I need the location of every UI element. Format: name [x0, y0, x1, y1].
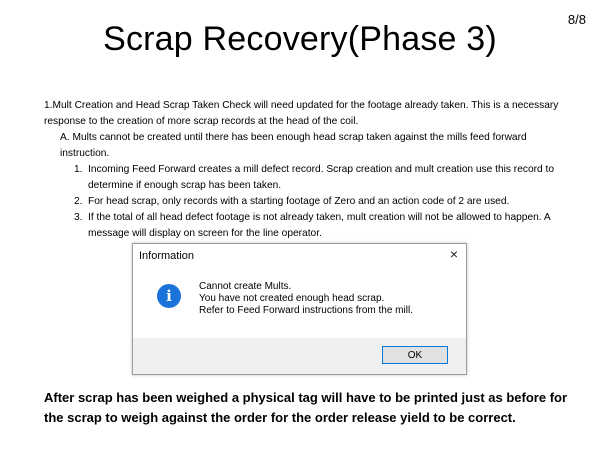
dialog-title: Information: [139, 250, 195, 262]
numbered-list: [44, 162, 564, 242]
list-item: 3. If the total of all head defect footage is not already taken, mult creation will not be allowed to happen. A message will display on screen for the line operator.: [74, 212, 551, 239]
slide-body: [44, 98, 564, 242]
message-line-2: You have not created enough head scrap.: [199, 293, 385, 304]
message-line-1: Cannot create Mults.: [199, 281, 292, 292]
message-line-3: Refer to Feed Forward instructions from the mill.: [199, 305, 413, 316]
footnote: After scrap has been weighed a physical tag will have to be printed just as before for the scrap to weigh against the order for the order release yield to be correct.: [44, 390, 568, 425]
slide-title: Scrap Recovery(Phase 3): [103, 20, 497, 58]
list-item: 2. For head scrap, only records with a starting footage of Zero and an action code of 2 are used.: [74, 196, 510, 207]
close-icon[interactable]: ×: [449, 246, 458, 262]
dialog-footer: [133, 338, 466, 374]
paragraph-a: A. Mults cannot be created until there has been enough head scrap taken against the mills feed forward instruction.: [60, 132, 527, 159]
ok-button[interactable]: OK: [382, 346, 448, 364]
dialog-message: [199, 281, 413, 317]
information-dialog: [132, 243, 467, 375]
list-item: 1. Incoming Feed Forward creates a mill defect record. Scrap creation and mult creation use this record to determine if enough scrap has been taken.: [74, 164, 555, 191]
paragraph-1: 1.Mult Creation and Head Scrap Taken Check will need updated for the footage already taken. This is a necessary response to the creation of more scrap records at the head of the coil.: [44, 100, 559, 127]
info-icon: i: [157, 284, 181, 308]
page-number: 8/8: [567, 12, 586, 27]
